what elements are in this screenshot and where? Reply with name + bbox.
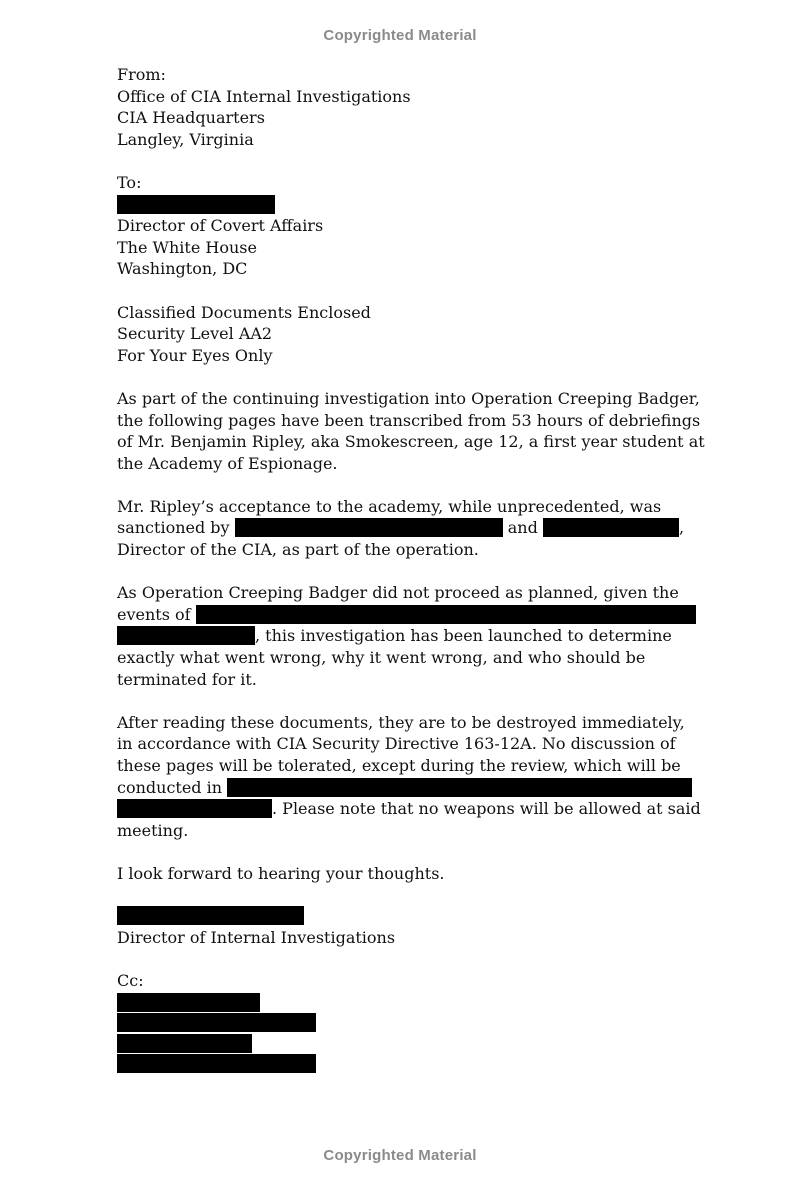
- text-fragment: and: [507, 518, 538, 538]
- from-label: From:: [117, 65, 166, 84]
- closing-line: I look forward to hearing your thoughts.: [117, 863, 445, 883]
- paragraph-investigation: [117, 388, 717, 474]
- to-line: Director of Covert Affairs: [117, 216, 324, 236]
- to-line: Washington, DC: [117, 259, 248, 279]
- copyright-watermark-bottom: Copyrighted Material: [323, 1147, 477, 1164]
- paragraph-line: the Academy of Espionage.: [117, 453, 338, 473]
- redaction-bar: [117, 1054, 316, 1073]
- redaction-bar: [227, 778, 692, 797]
- classification-line: For Your Eyes Only: [117, 345, 273, 365]
- redaction-bar: [196, 605, 696, 624]
- classification-block: [117, 302, 717, 367]
- text-fragment: , this investigation has been launched to determine: [255, 626, 672, 646]
- closing-block: [117, 863, 717, 885]
- paragraph-line: After reading these documents, they are to be destroyed immediately,: [117, 712, 685, 732]
- redaction-bar: [235, 518, 503, 537]
- paragraph-operation: [117, 582, 717, 690]
- redaction-bar: [543, 518, 679, 537]
- paragraph-line: these pages will be tolerated, except during the review, which will be: [117, 756, 681, 775]
- cc-label: Cc:: [117, 970, 144, 990]
- text-fragment: events of: [117, 604, 191, 624]
- from-block: [117, 64, 717, 150]
- paragraph-line: exactly what went wrong, why it went wrong, and who should be: [117, 648, 646, 668]
- redaction-bar: [117, 626, 255, 645]
- paragraph-line: [117, 798, 717, 820]
- redaction-bar: [117, 195, 275, 214]
- paragraph-line: [117, 625, 717, 647]
- classification-line: Security Level AA2: [117, 324, 273, 344]
- paragraph-line: As part of the continuing investigation into Operation Creeping Badger,: [117, 388, 700, 408]
- paragraph-line: terminated for it.: [117, 669, 257, 689]
- paragraph-line: of Mr. Benjamin Ripley, aka Smokescreen, age 12, a first year student at: [117, 432, 705, 452]
- paragraph-line: [117, 604, 717, 626]
- to-block: [117, 172, 717, 280]
- copyright-watermark-top: Copyrighted Material: [323, 27, 477, 44]
- memo-letter: [117, 64, 717, 1095]
- signature-title: Director of Internal Investigations: [117, 927, 396, 947]
- text-fragment: ,: [678, 518, 685, 538]
- redaction-bar: [117, 906, 304, 925]
- paragraph-line: Director of the CIA, as part of the operation.: [117, 540, 479, 560]
- redaction-bar: [117, 1013, 316, 1032]
- from-line: CIA Headquarters: [117, 108, 265, 128]
- from-line: Office of CIA Internal Investigations: [117, 86, 411, 106]
- to-line: The White House: [117, 237, 257, 257]
- signature-block: [117, 906, 717, 948]
- paragraph-line: As Operation Creeping Badger did not proceed as planned, given the: [117, 583, 679, 603]
- paragraph-acceptance: [117, 496, 717, 561]
- paragraph-line: the following pages have been transcribed from 53 hours of debriefings: [117, 410, 701, 430]
- paragraph-line: in accordance with CIA Security Directive 163-12A. No discussion of: [117, 734, 676, 754]
- redaction-bar: [117, 993, 260, 1012]
- cc-block: [117, 970, 717, 1073]
- text-fragment: conducted in: [117, 777, 223, 797]
- to-label: To:: [117, 172, 142, 192]
- text-fragment: sanctioned by: [117, 518, 230, 538]
- text-fragment: . Please note that no weapons will be allowed at said: [272, 799, 701, 819]
- paragraph-destroy: [117, 712, 717, 842]
- redaction-bar: [117, 799, 272, 818]
- paragraph-line: meeting.: [117, 820, 189, 840]
- classification-line: Classified Documents Enclosed: [117, 302, 371, 322]
- paragraph-line: [117, 517, 717, 539]
- redaction-bar: [117, 1034, 252, 1053]
- paragraph-line: Mr. Ripley’s acceptance to the academy, while unprecedented, was: [117, 496, 662, 516]
- paragraph-line: [117, 777, 717, 799]
- from-line: Langley, Virginia: [117, 129, 254, 149]
